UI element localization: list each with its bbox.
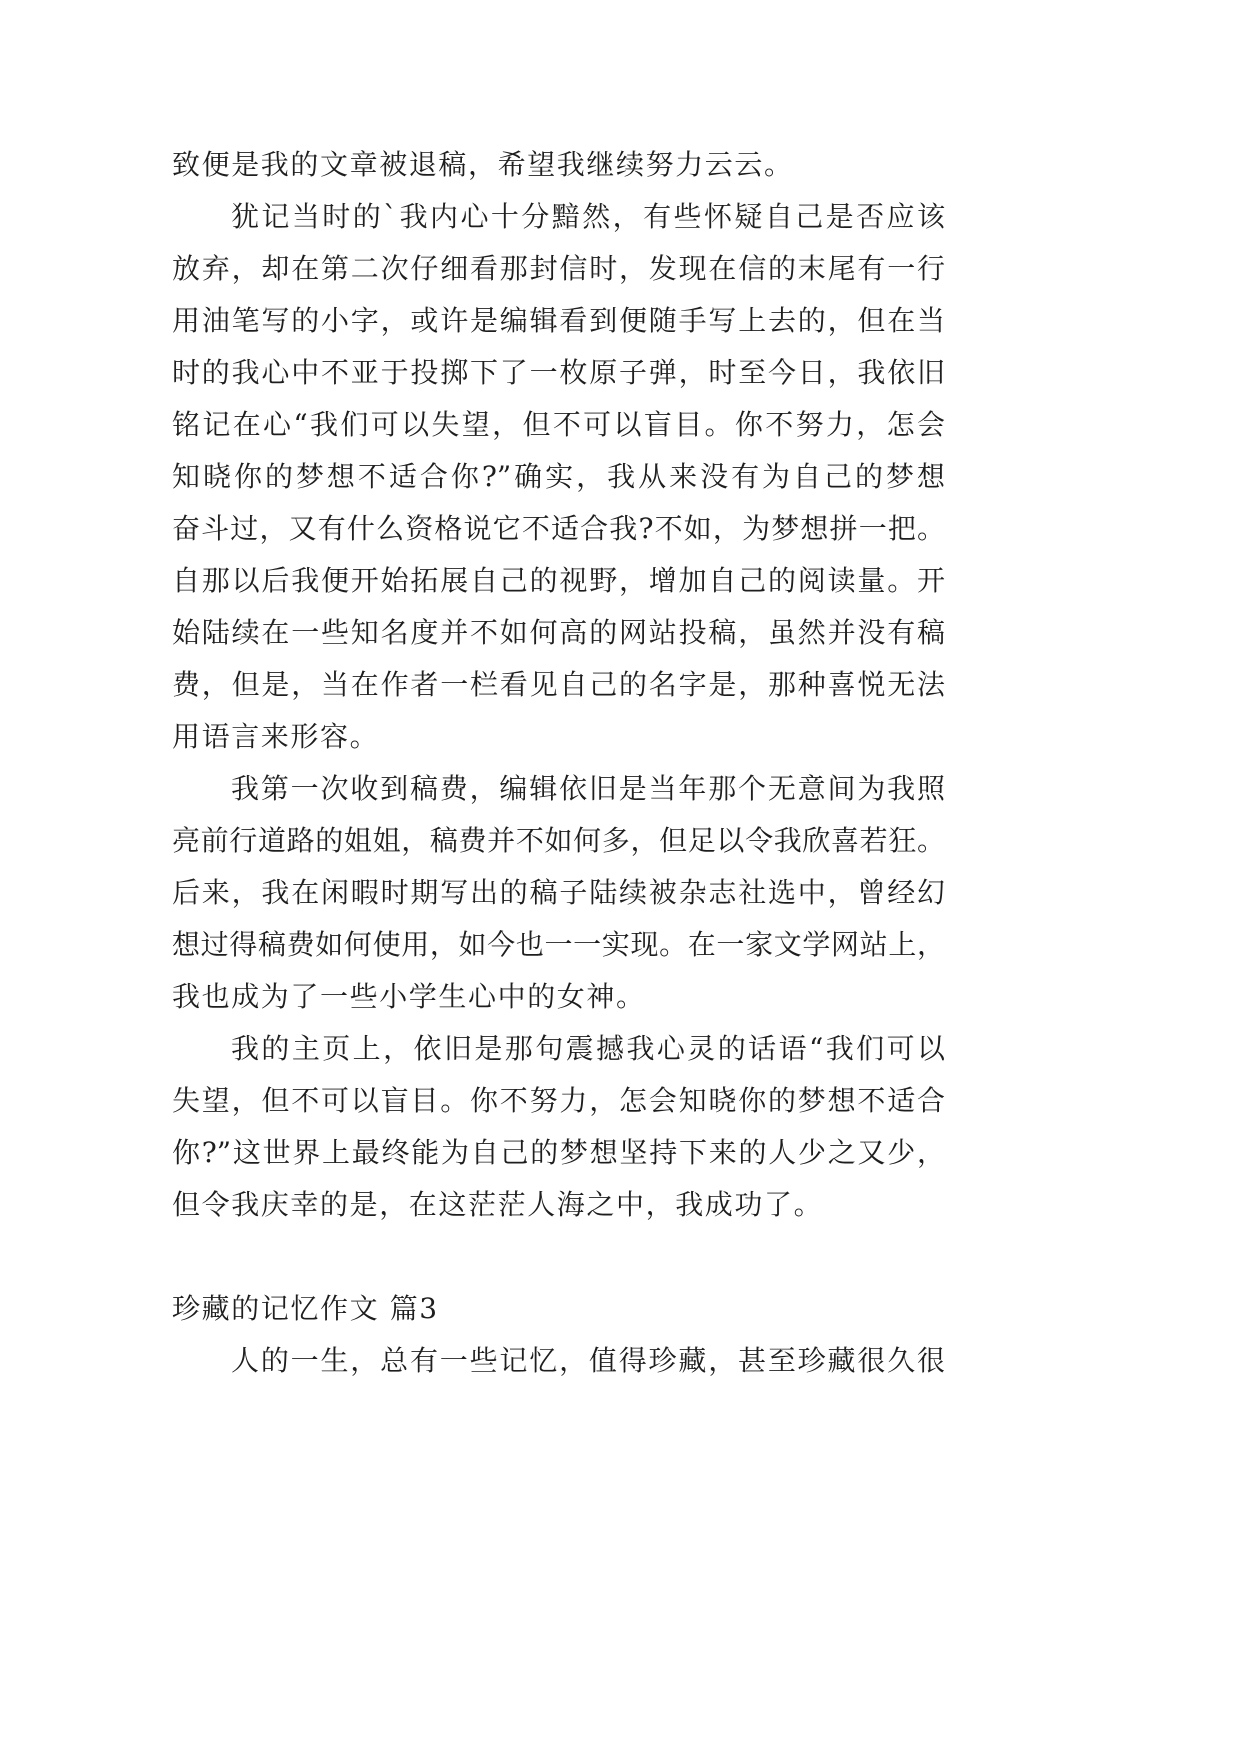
- text-line: 铭记在心“我们可以失望，但不可以盲目。你不努力，怎会: [172, 408, 945, 441]
- blank-line: [172, 1231, 945, 1283]
- text-line: 你?”这世界上最终能为自己的梦想坚持下来的人少之又少，: [172, 1136, 945, 1169]
- text-line: 犹记当时的`我内心十分黯然，有些怀疑自己是否应该: [231, 200, 945, 233]
- text-line: 后来，我在闲暇时期写出的稿子陆续被杂志社选中，曾经幻: [172, 876, 945, 909]
- text-line: 知晓你的梦想不适合你?”确实，我从来没有为自己的梦想: [172, 460, 945, 493]
- text-line: 致便是我的文章被退稿，希望我继续努力云云。: [172, 148, 794, 181]
- text-line: 自那以后我便开始拓展自己的视野，增加自己的阅读量。开: [172, 564, 945, 597]
- paragraph: [172, 139, 945, 191]
- paragraph: [172, 763, 945, 1023]
- text-line: 费，但是，当在作者一栏看见自己的名字是，那种喜悦无法: [172, 668, 945, 701]
- text-line: 我的主页上，依旧是那句震撼我心灵的话语“我们可以: [231, 1032, 945, 1065]
- paragraph: [172, 1335, 945, 1387]
- text-line: 始陆续在一些知名度并不如何高的网站投稿，虽然并没有稿: [172, 616, 945, 649]
- text-line: 放弃，却在第二次仔细看那封信时，发现在信的末尾有一行: [172, 252, 945, 285]
- text-line: 我第一次收到稿费，编辑依旧是当年那个无意间为我照: [231, 772, 945, 805]
- text-line: 用语言来形容。: [172, 720, 380, 753]
- text-line: 想过得稿费如何使用，如今也一一实现。在一家文学网站上，: [172, 928, 945, 961]
- text-line: 奋斗过，又有什么资格说它不适合我?不如，为梦想拼一把。: [172, 512, 945, 545]
- document-body: [172, 139, 945, 1387]
- text-line: 亮前行道路的姐姐，稿费并不如何多，但足以令我欣喜若狂。: [172, 824, 945, 857]
- text-line: 失望，但不可以盲目。你不努力，怎会知晓你的梦想不适合: [172, 1084, 945, 1117]
- section-heading: 珍藏的记忆作文 篇3: [172, 1292, 439, 1325]
- text-line: 时的我心中不亚于投掷下了一枚原子弹，时至今日，我依旧: [172, 356, 945, 389]
- text-line: 我也成为了一些小学生心中的女神。: [172, 980, 646, 1013]
- paragraph: [172, 1023, 945, 1231]
- paragraph: [172, 191, 945, 763]
- text-line: 人的一生，总有一些记忆，值得珍藏，甚至珍藏很久很: [231, 1344, 945, 1377]
- text-line: 但令我庆幸的是，在这茫茫人海之中，我成功了。: [172, 1188, 824, 1221]
- text-line: 用油笔写的小字，或许是编辑看到便随手写上去的，但在当: [172, 304, 945, 337]
